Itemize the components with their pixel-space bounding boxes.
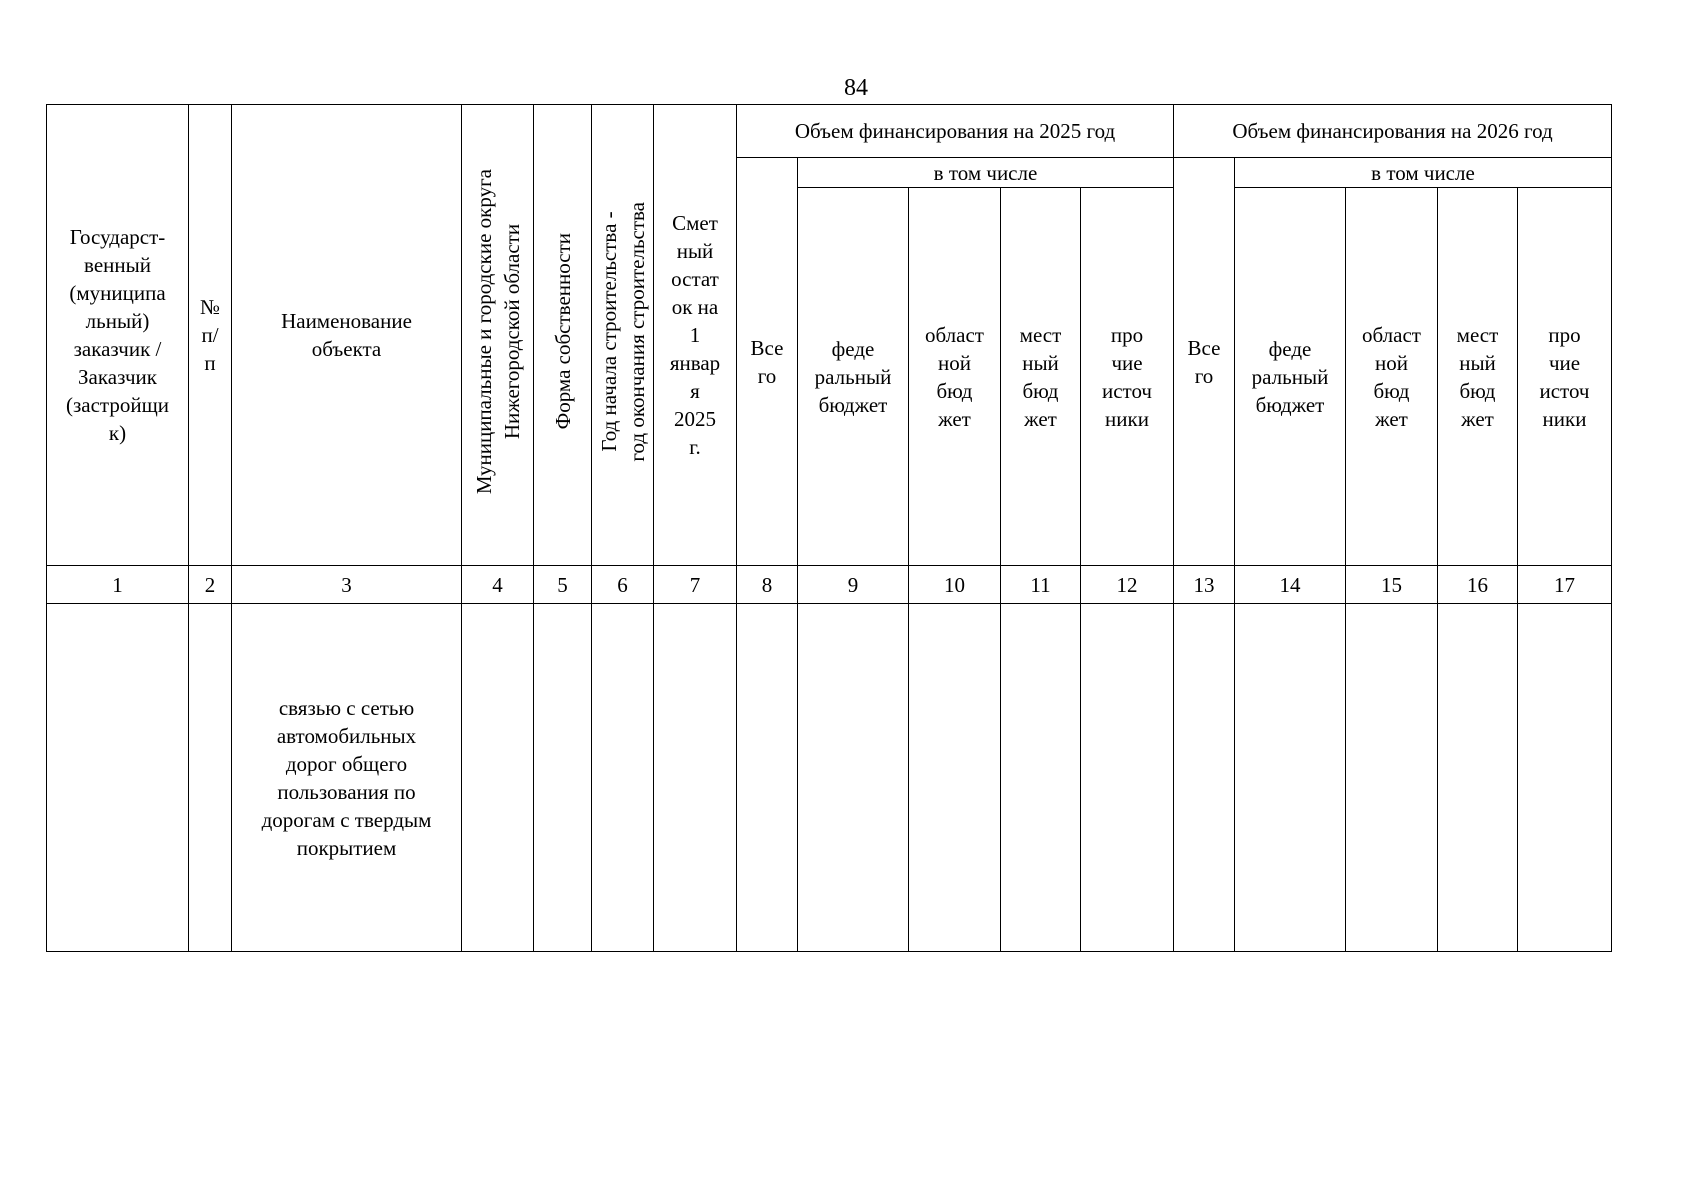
header-construction-years: Год начала строительства - год окончания строительства: [596, 201, 649, 462]
header-estimated-balance: Смет ный остат ок на 1 январ я 2025 г.: [654, 105, 737, 566]
cell-municipal-district: [462, 604, 534, 952]
cell-local-budget-2025: [1001, 604, 1081, 952]
column-number: 2: [189, 566, 232, 604]
cell-total-2026: [1174, 604, 1235, 952]
header-ownership-form: Форма собственности: [550, 233, 575, 430]
cell-local-budget-2026: [1438, 604, 1518, 952]
header-including-2026: в том числе: [1235, 158, 1612, 188]
cell-ownership-form: [534, 604, 592, 952]
column-number: 1: [47, 566, 189, 604]
cell-estimated-balance: [654, 604, 737, 952]
cell-federal-budget-2026: [1235, 604, 1346, 952]
header-regional-budget-2025: област ной бюд жет: [909, 188, 1001, 566]
cell-other-sources-2025: [1081, 604, 1174, 952]
column-number: 3: [232, 566, 462, 604]
cell-regional-budget-2026: [1346, 604, 1438, 952]
cell-item-number: [189, 604, 232, 952]
header-local-budget-2026: мест ный бюд жет: [1438, 188, 1518, 566]
column-numbers-row: [47, 566, 1612, 604]
page-number: 84: [844, 75, 868, 101]
column-number: 8: [737, 566, 798, 604]
column-number: 4: [462, 566, 534, 604]
header-federal-budget-2025: феде ральный бюджет: [798, 188, 909, 566]
column-number: 5: [534, 566, 592, 604]
cell-federal-budget-2025: [798, 604, 909, 952]
table-row: [47, 604, 1612, 952]
header-regional-budget-2026: област ной бюд жет: [1346, 188, 1438, 566]
column-number: 14: [1235, 566, 1346, 604]
header-construction-years-cell: [592, 105, 654, 566]
column-number: 17: [1518, 566, 1612, 604]
header-customer: Государст- венный (муниципа льный) заказчик / Заказчик (застройщи к): [47, 105, 189, 566]
cell-object-name: связью с сетью автомобильных дорог общего пользования по дорогам с твердым покрытием: [232, 604, 462, 952]
column-number: 7: [654, 566, 737, 604]
column-number: 16: [1438, 566, 1518, 604]
header-object-name: Наименование объекта: [232, 105, 462, 566]
column-number: 12: [1081, 566, 1174, 604]
header-municipal-district: Муниципальные и городские округа Нижегородской области: [471, 168, 524, 495]
column-number: 11: [1001, 566, 1081, 604]
column-number: 13: [1174, 566, 1235, 604]
cell-total-2025: [737, 604, 798, 952]
cell-other-sources-2026: [1518, 604, 1612, 952]
column-number: 10: [909, 566, 1001, 604]
column-number: 15: [1346, 566, 1438, 604]
header-total-2026: Все го: [1174, 158, 1235, 566]
header-including-2025: в том числе: [798, 158, 1174, 188]
funding-table: [46, 104, 1612, 952]
header-ownership-form-cell: [534, 105, 592, 566]
header-local-budget-2025: мест ный бюд жет: [1001, 188, 1081, 566]
header-item-number: № п/ п: [189, 105, 232, 566]
header-funding-2025: Объем финансирования на 2025 год: [737, 105, 1174, 158]
header-funding-2026: Объем финансирования на 2026 год: [1174, 105, 1612, 158]
cell-customer: [47, 604, 189, 952]
header-federal-budget-2026: феде ральный бюджет: [1235, 188, 1346, 566]
cell-construction-years: [592, 604, 654, 952]
header-other-sources-2025: про чие источ ники: [1081, 188, 1174, 566]
header-other-sources-2026: про чие источ ники: [1518, 188, 1612, 566]
column-number: 9: [798, 566, 909, 604]
header-municipal-district-cell: [462, 105, 534, 566]
header-total-2025: Все го: [737, 158, 798, 566]
column-number: 6: [592, 566, 654, 604]
cell-regional-budget-2025: [909, 604, 1001, 952]
